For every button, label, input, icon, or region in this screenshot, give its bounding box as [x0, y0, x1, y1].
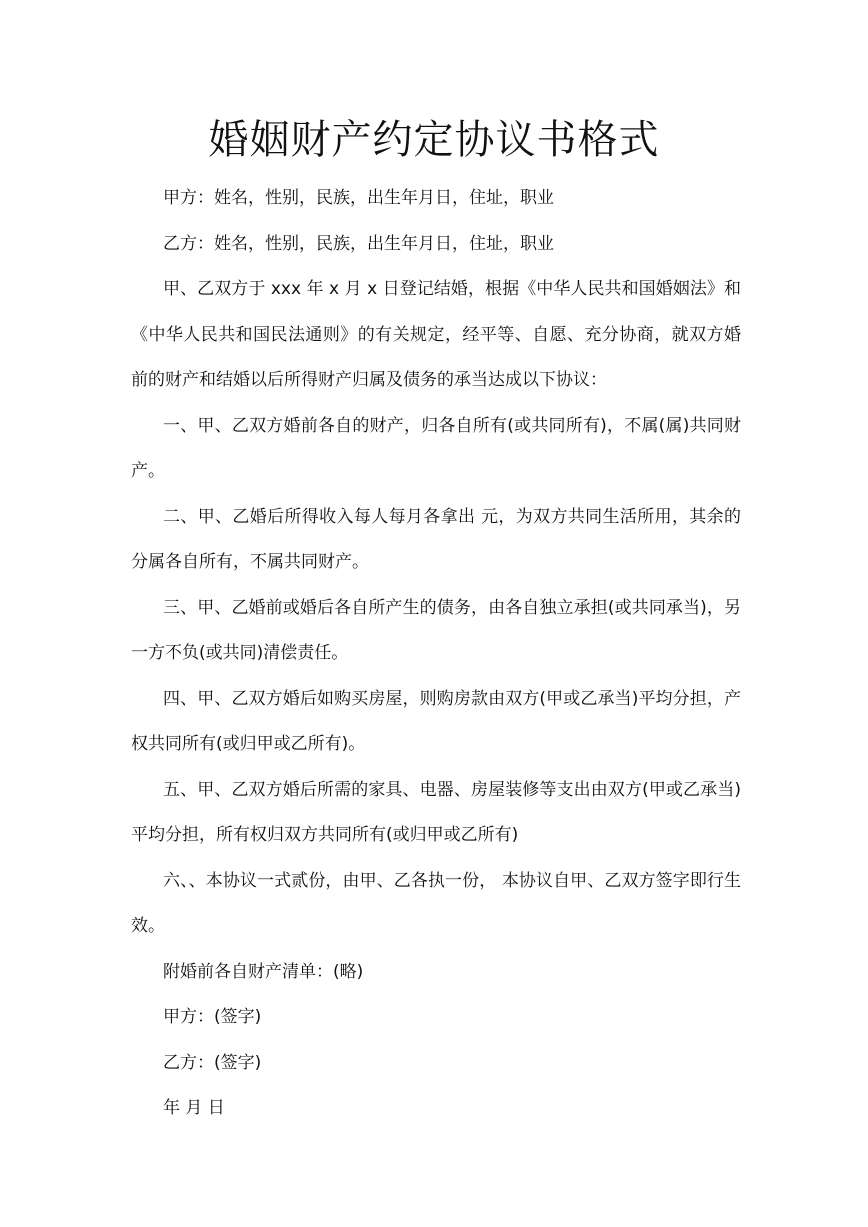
clause-3: 三、甲、乙婚前或婚后各自所产生的债务，由各自独立承担(或共同承当)，另一方不负(或共同)清偿责任。: [131, 597, 741, 663]
clause-5: 五、甲、乙双方婚后所需的家具、电器、房屋装修等支出由双方(甲或乙承当)平均分担，所有权归双方共同所有(或归甲或乙所有): [131, 779, 741, 845]
party-b-info: 乙方：姓名，性别，民族，出生年月日，住址，职业: [163, 233, 554, 254]
clause-1: 一、甲、乙双方婚前各自的财产，归各自所有(或共同所有)，不属(属)共同财产。: [131, 415, 741, 481]
agreement-preamble: 甲、乙双方于 xxx 年 x 月 x 日登记结婚，根据《中华人民共和国婚姻法》和《中华人民共和国民法通则》的有关规定，经平等、自愿、充分协商，就双方婚前的财产和结婚以后所得财产归属及债务的承当达成以下协议：: [131, 279, 741, 390]
document-body: [131, 176, 741, 1132]
clause-2: 二、甲、乙婚后所得收入每人每月各拿出 元，为双方共同生活所用，其余的分属各自所有，不属共同财产。: [131, 506, 741, 572]
date-line: 年 月 日: [163, 1098, 225, 1118]
clause-4: 四、甲、乙双方婚后如购买房屋，则购房款由双方(甲或乙承当)平均分担，产权共同所有(或归甲或乙所有)。: [131, 688, 741, 754]
party-a-info: 甲方：姓名，性别，民族，出生年月日，住址，职业: [163, 188, 554, 208]
attachment-note: 附婚前各自财产清单：(略): [163, 961, 364, 982]
clause-6: 六、、本协议一式贰份，由甲、乙各执一份， 本协议自甲、乙双方签字即行生效。: [131, 870, 741, 936]
document-title: 婚姻财产约定协议书格式: [208, 117, 660, 163]
party-a-signature: 甲方：(签字): [163, 1007, 262, 1027]
party-b-signature: 乙方：(签字): [163, 1052, 262, 1073]
